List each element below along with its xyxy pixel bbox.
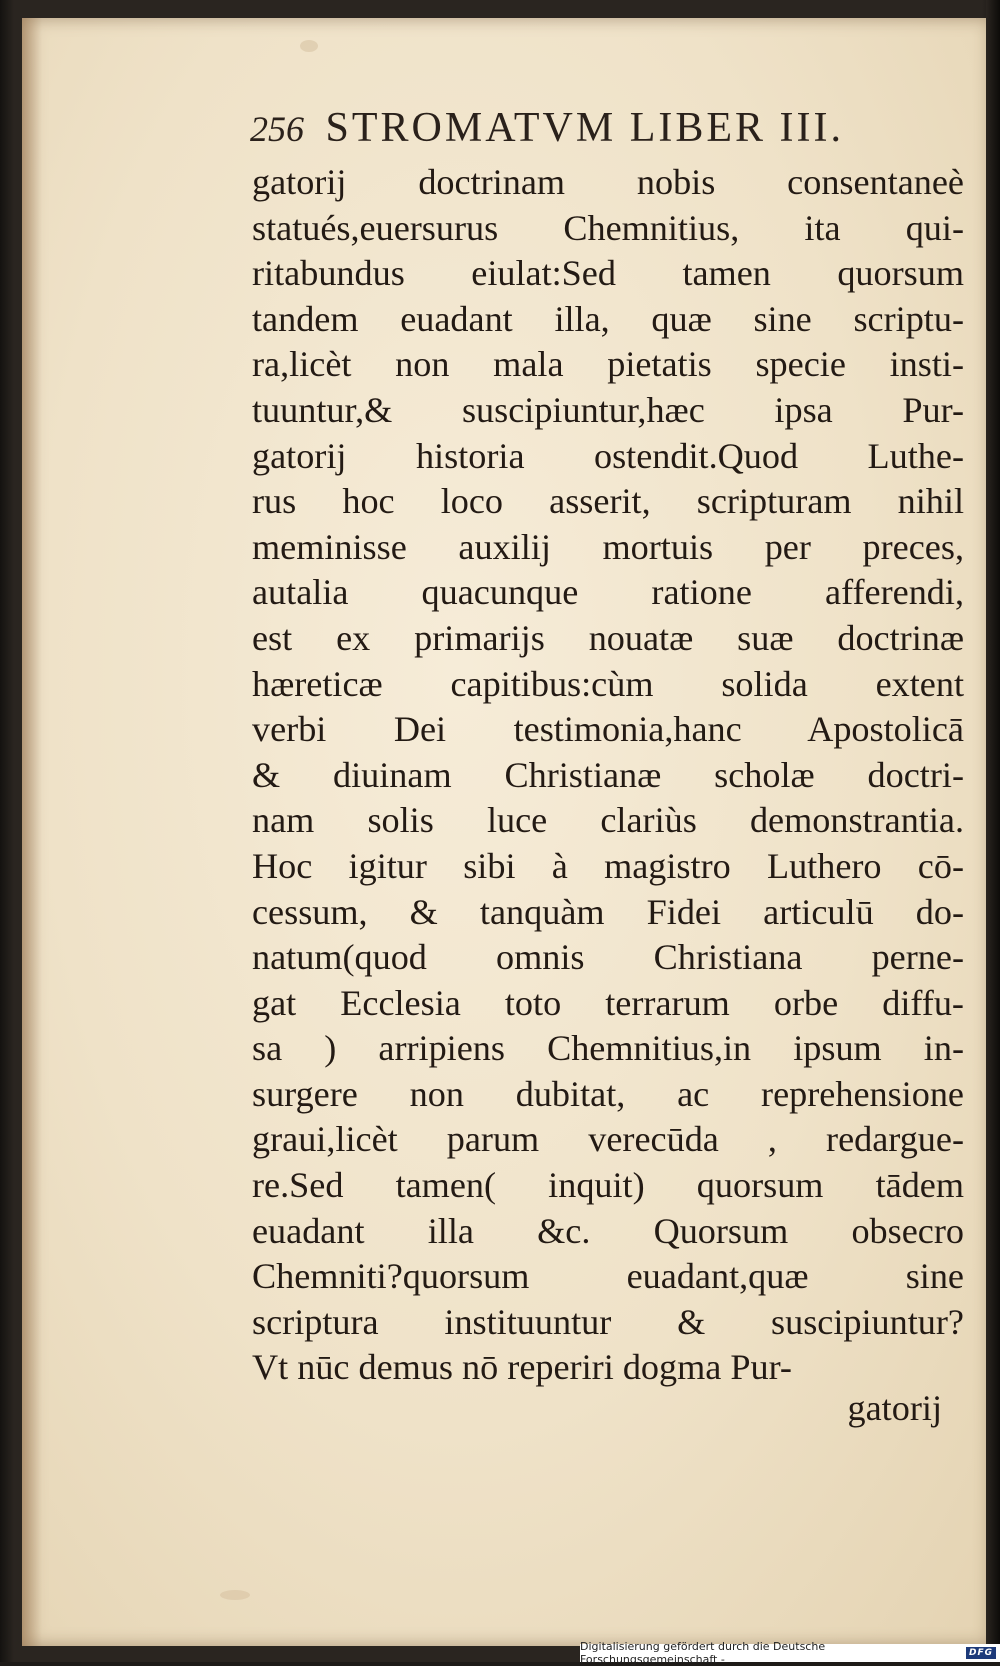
text-line: est ex primarijs nouatæ suæ doctrinæ [252, 617, 964, 658]
footer-credit: Digitalisierung gefördert durch die Deutsche Forschungsgemeinschaft - [580, 1640, 826, 1666]
paper-stain [300, 40, 318, 52]
scan-gutter [986, 0, 1000, 1662]
text-line: gatorij historia ostendit.Quod Luthe- [252, 435, 964, 476]
dfg-logo: DFG [966, 1647, 996, 1659]
text-line: Chemniti?quorsum euadant,quæ sine [252, 1256, 964, 1297]
text-line: statués,euersurus Chemnitius, ita qui- [252, 207, 964, 248]
text-line: Hoc igitur sibi à magistro Luthero cō- [252, 845, 964, 886]
text-line: gatorij doctrinam nobis consentaneè [252, 162, 964, 202]
text-line: meminisse auxilij mortuis per preces, [252, 526, 964, 567]
text-line: surgere non dubitat, ac reprehensione [252, 1073, 964, 1114]
text-line: autalia quacunque ratione afferendi, [252, 572, 964, 613]
page-number: 256 [250, 109, 304, 149]
text-line: cessum, & tanquàm Fidei articulū do- [252, 891, 964, 932]
text-line: graui,licèt parum verecūda , redargue- [252, 1119, 964, 1160]
text-line: sa ) arripiens Chemnitius,in ipsum in- [252, 1028, 964, 1069]
text-line: ra,licèt non mala pietatis specie insti- [252, 344, 964, 385]
page-binding-shadow [22, 18, 42, 1646]
text-line: scriptura instituuntur & suscipiuntur? [252, 1301, 964, 1342]
running-header [250, 104, 950, 152]
text-line: gat Ecclesia toto terrarum orbe diffu- [252, 982, 964, 1023]
text-line: & diuinam Christianæ scholæ doctri- [252, 754, 964, 795]
digitization-footer [580, 1640, 1000, 1666]
text-line: re.Sed tamen( inquit) quorsum tādem [252, 1165, 964, 1206]
text-line: tandem euadant illa, quæ sine scriptu- [252, 298, 964, 339]
text-line: euadant illa &c. Quorsum obsecro [252, 1210, 964, 1251]
text-line: hæreticæ capitibus:cùm solida extent [252, 663, 964, 704]
text-line: rus hoc loco asserit, scripturam nihil [252, 481, 964, 522]
paper-stain [220, 1590, 250, 1600]
text-line: tuuntur,& suscipiuntur,hæc ipsa Pur- [252, 389, 964, 430]
text-line: Vt nūc demus nō reperiri dogma Pur- [252, 1347, 792, 1388]
text-line: nam solis luce clariùs demonstrantia. [252, 800, 964, 841]
running-title: STROMATVM LIBER III. [325, 105, 844, 151]
text-line: ritabundus eiulat:Sed tamen quorsum [252, 253, 964, 294]
body-text [252, 160, 964, 1391]
text-line: natum(quod omnis Christiana perne- [252, 937, 964, 978]
text-line: verbi Dei testimonia,hanc Apostolicā [252, 709, 964, 750]
catchword: gatorij [847, 1388, 942, 1428]
